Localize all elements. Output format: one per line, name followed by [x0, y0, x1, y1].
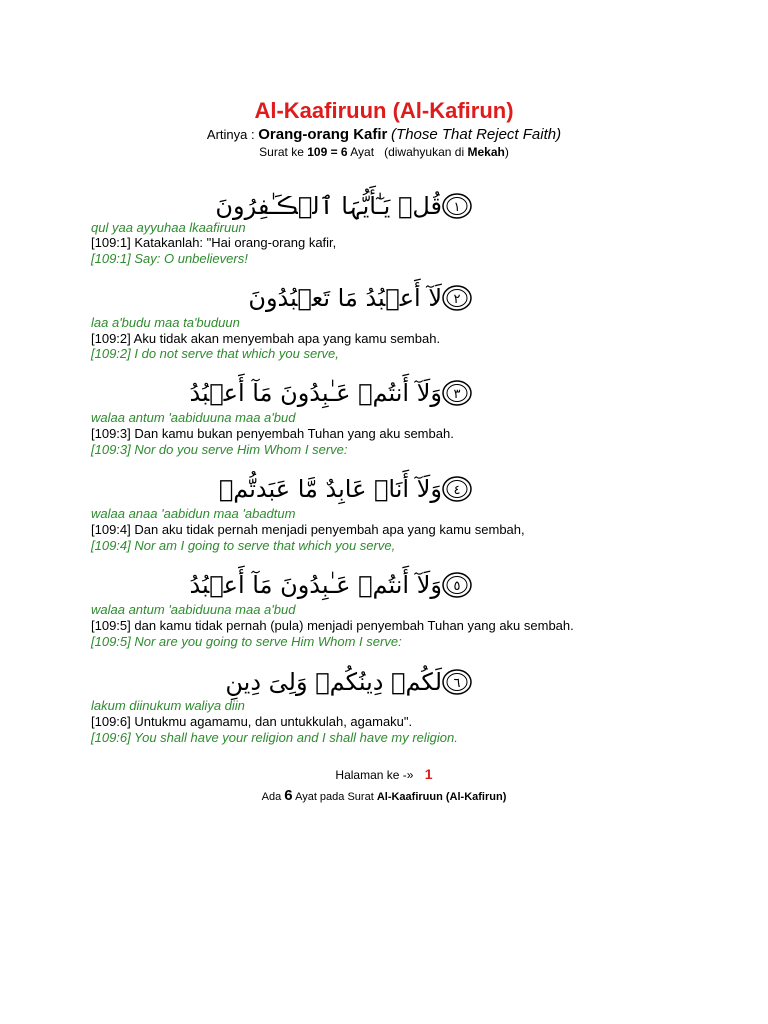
verse-count-line: [0, 787, 768, 806]
svg-text:١: ١: [453, 200, 461, 215]
indonesian-translation: [109:3] Dan kamu bukan penyembah Tuhan yang aku sembah.: [91, 426, 454, 441]
meaning-english: (Those That Reject Faith): [391, 126, 562, 143]
verse-count: 6: [284, 787, 293, 804]
svg-text:٦: ٦: [453, 676, 461, 691]
english-translation: [109:6] You shall have your religion and I shall have my religion.: [91, 730, 458, 745]
meaning-indonesian: Orang-orang Kafir: [258, 126, 388, 143]
page-title: Al-Kaafiruun (Al-Kafirun): [254, 98, 514, 123]
svg-text:٢: ٢: [453, 292, 461, 307]
transliteration: lakum diinukum waliya diin: [91, 698, 245, 713]
arabic-verse-text: وَلَآ أَنتُمۡ عَـٰبِدُونَ مَآ أَعۡبُدُ: [189, 571, 442, 599]
indonesian-translation: [109:4] Dan aku tidak pernah menjadi penyembah apa yang kamu sembah,: [91, 522, 525, 537]
english-translation: [109:4] Nor am I going to serve that which you serve,: [91, 538, 396, 553]
arabic-verse-row: [225, 662, 476, 702]
svg-text:٥: ٥: [453, 579, 461, 594]
arabic-verse-row: [219, 469, 476, 509]
surah-label: Surat ke: [259, 145, 304, 159]
transliteration: qul yaa ayyuhaa lkaafiruun: [91, 220, 246, 235]
ayah-number-marker-icon: [442, 283, 472, 313]
revealed-place: Mekah: [467, 145, 505, 159]
english-translation: [109:2] I do not serve that which you serve,: [91, 346, 339, 361]
svg-text:٤: ٤: [453, 483, 461, 498]
ayah-number-marker-icon: [442, 667, 472, 697]
page-label: Halaman ke -»: [335, 768, 414, 782]
arabic-verse-text: وَلَآ أَنَا۟ عَابِدٌ مَّا عَبَدتُّمۡ: [218, 475, 442, 503]
page-number: 1: [424, 766, 433, 782]
ayat-label: Ayat: [350, 145, 375, 159]
arabic-verse-row: [248, 278, 476, 318]
arabic-verse-text: وَلَآ أَنتُمۡ عَـٰبِدُونَ مَآ أَعۡبُدُ: [189, 379, 442, 407]
transliteration: walaa antum 'aabiduuna maa a'bud: [91, 410, 296, 425]
meaning-label: Artinya :: [206, 127, 255, 142]
transliteration: walaa antum 'aabiduuna maa a'bud: [91, 602, 296, 617]
indonesian-translation: [109:2] Aku tidak akan menyembah apa yang kamu sembah.: [91, 331, 441, 346]
english-translation: [109:5] Nor are you going to serve Him Whom I serve:: [91, 634, 402, 649]
svg-text:٣: ٣: [453, 387, 461, 402]
surah-info-line: [0, 144, 768, 160]
arabic-verse-text: لَآ أَعۡبُدُ مَا تَعۡبُدُونَ: [248, 284, 442, 312]
indonesian-translation: [109:5] dan kamu tidak pernah (pula) menjadi penyembah Tuhan yang aku sembah.: [91, 618, 574, 633]
count-mid: Ayat pada Surat: [295, 791, 374, 803]
english-translation: [109:3] Nor do you serve Him Whom I serve:: [91, 442, 348, 457]
transliteration: laa a'budu maa ta'buduun: [91, 315, 240, 330]
ayah-number-marker-icon: [442, 570, 472, 600]
count-surah-name: Al-Kaafiruun (Al-Kafirun): [376, 791, 507, 803]
revealed-prefix: (diwahyukan di: [384, 145, 465, 159]
revealed-suffix: ): [504, 145, 509, 159]
transliteration: walaa anaa 'aabidun maa 'abadtum: [91, 506, 296, 521]
surah-number: 109 = 6: [307, 145, 348, 159]
ayah-number-marker-icon: [442, 474, 472, 504]
page-indicator: [0, 765, 768, 784]
ayah-number-marker-icon: [442, 191, 472, 221]
arabic-verse-text: قُلۡ يَـٰٓأَيُّہَا ٱلۡڪَـٰفِرُونَ: [215, 192, 442, 220]
english-translation: [109:1] Say: O unbelievers!: [91, 251, 248, 266]
arabic-verse-row: [215, 186, 476, 226]
arabic-verse-text: لَكُمۡ دِينُكُمۡ وَلِىَ دِينِ: [225, 668, 442, 696]
indonesian-translation: [109:6] Untukmu agamamu, dan untukkulah, agamaku".: [91, 714, 413, 729]
arabic-verse-row: [189, 565, 476, 605]
meaning-line: [0, 126, 768, 144]
arabic-verse-row: [189, 373, 476, 413]
ayah-number-marker-icon: [442, 378, 472, 408]
indonesian-translation: [109:1] Katakanlah: "Hai orang-orang kafir,: [91, 235, 337, 250]
count-prefix: Ada: [261, 791, 282, 803]
